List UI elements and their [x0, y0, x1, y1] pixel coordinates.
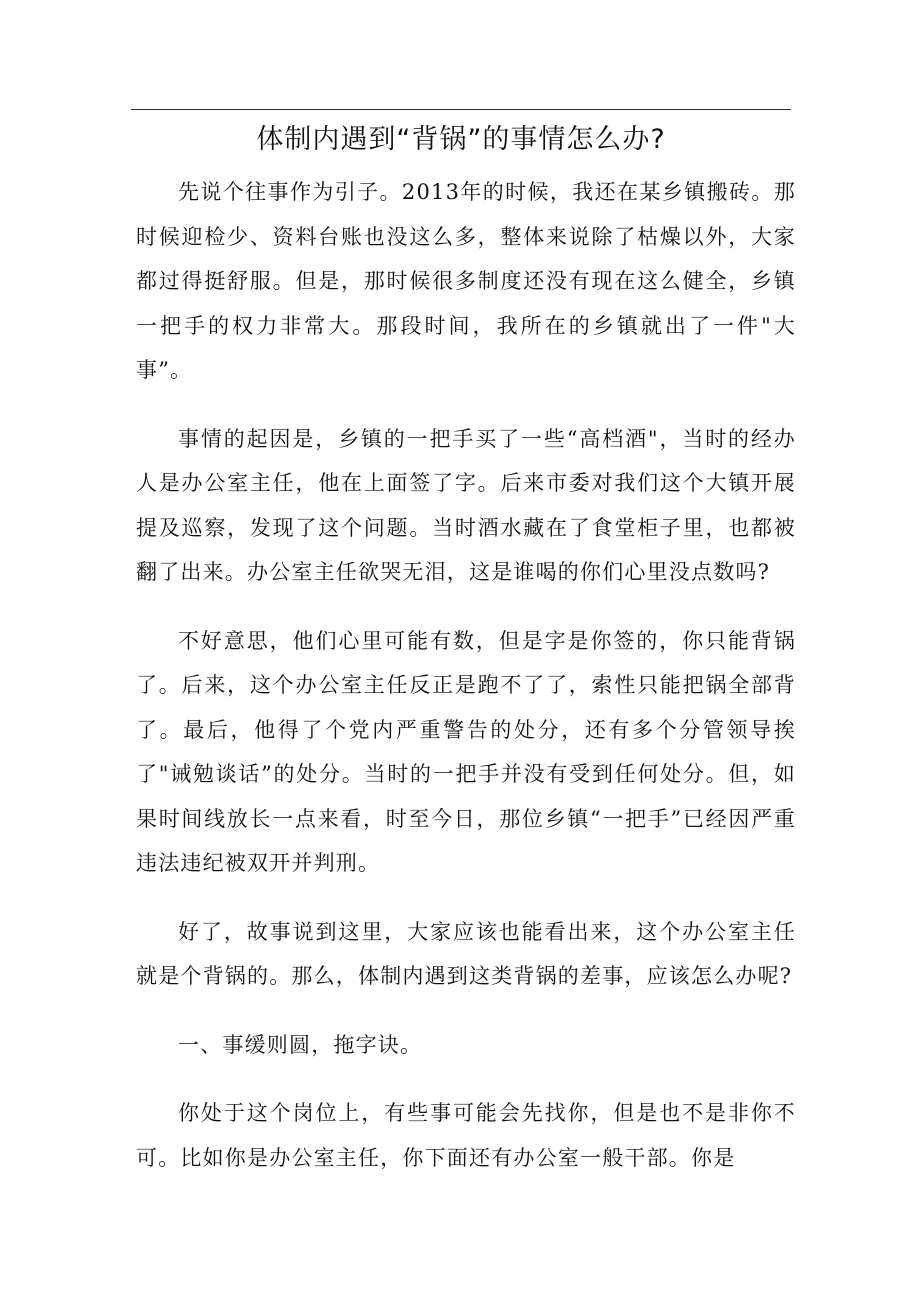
- paragraph-question: 好了，故事说到这里，大家应该也能看出来，这个办公室主任就是个背锅的。那么，体制内遇到这类背锅的差事，应该怎么办呢?: [136, 919, 796, 988]
- header-rule: [131, 109, 791, 110]
- section-heading: 一、事缓则圆，拖字诀。: [178, 1032, 423, 1057]
- paragraph-outcome: 不好意思，他们心里可能有数，但是字是你签的，你只能背锅了。后来，这个办公室主任反正是跑不了了，索性只能把锅全部背了。最后，他得了个党内严重警告的处分，还有多个分管领导挨了"诫勉谈话”的处分。当时的一把手并没有受到任何处分。但，如果时间线放长一点来看，时至今日，那位乡镇“一把手”已经因严重违法违纪被双开并判刑。: [136, 628, 796, 875]
- paragraph-cause: 事情的起因是，乡镇的一把手买了一些“高档酒"，当时的经办人是办公室主任，他在上面签了字。后来市委对我们这个大镇开展提及巡察，发现了这个问题。当时酒水藏在了食堂柜子里，也都被翻了出来。办公室主任欲哭无泪，这是谁喝的你们心里没点数吗?: [136, 426, 796, 584]
- document-body: [136, 170, 796, 1204]
- paragraph-section-body: 你处于这个岗位上，有些事可能会先找你，但是也不是非你不可。比如你是办公室主任，你下面还有办公室一般干部。你是: [136, 1101, 796, 1170]
- document-title: 体制内遇到“背锅”的事情怎么办?: [256, 124, 666, 155]
- paragraph-intro: 先说个往事作为引子。2013年的时候，我还在某乡镇搬砖。那时候迎检少、资料台账也没这么多，整体来说除了枯燥以外，大家都过得挺舒服。但是，那时候很多制度还没有现在这么健全，乡镇一把手的权力非常大。那段时间，我所在的乡镇就出了一件"大事”。: [136, 180, 796, 382]
